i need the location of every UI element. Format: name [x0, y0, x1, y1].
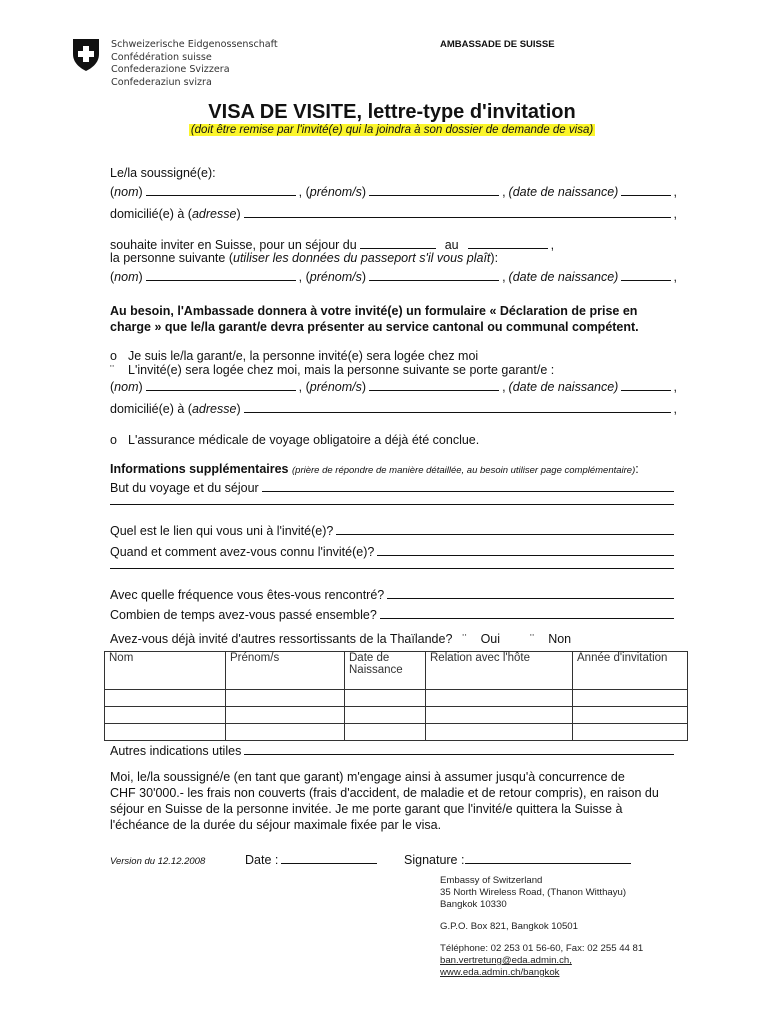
email-link[interactable]: ban.vertretung@eda.admin.ch,	[440, 955, 572, 966]
subtitle: (doit être remise par l'invité(e) qui la joindra à son dossier de demande de visa)	[190, 124, 594, 136]
federation-it: Confederazione Svizzera	[111, 64, 230, 75]
prenom-field[interactable]	[369, 279, 499, 281]
answer-field[interactable]	[110, 567, 674, 569]
date-field[interactable]	[281, 862, 377, 864]
undersigned-label: Le/la soussigné(e):	[110, 166, 216, 180]
answer-field[interactable]	[387, 597, 674, 599]
pledge-paragraph: Moi, le/la soussigné/e (en tant que garant) m'engage ainsi à assumer jusqu'à concurrence de CHF 30'000.- les frais non couverts (frais d'accident, de maladie et de retour compris), en raison du séjour en Suisse de la personne invitée. Je me porte garant que l'invité/e quittera la Suisse à l'échéance de la durée du séjour maximale fixée par le visa.	[110, 770, 659, 832]
answer-field[interactable]	[336, 533, 674, 535]
question-row: But du voyage et du séjour	[110, 481, 677, 495]
guarantor-row: ( nom ) , ( prénom/s ) , (date de naissance) ,	[110, 380, 677, 394]
yes-checkbox[interactable]: ¨	[462, 632, 467, 646]
stay-to-field[interactable]	[468, 247, 548, 249]
address-row-2: domicilié(e) à ( adresse ) ,	[110, 402, 677, 416]
question-row: Quand et comment avez-vous connu l'invité(e)?	[110, 545, 677, 559]
no-checkbox[interactable]: ¨	[530, 632, 535, 646]
table-row	[105, 724, 688, 741]
nom-field[interactable]	[146, 194, 296, 196]
question-row: Quel est le lien qui vous uni à l'invité(e)?	[110, 524, 677, 538]
answer-field[interactable]	[262, 490, 674, 492]
nom-field[interactable]	[146, 279, 296, 281]
version-label: Version du 12.12.2008	[110, 856, 206, 867]
person-row-2: ( nom ) , ( prénom/s ) , (date de naissance) ,	[110, 270, 677, 284]
dob-field[interactable]	[621, 279, 670, 281]
dob-field[interactable]	[621, 389, 670, 391]
guarantor-options	[110, 349, 554, 377]
thailand-question: Avez-vous déjà invité d'autres ressortissants de la Thaïlande? ¨ Oui ¨ Non	[110, 632, 572, 646]
federation-de: Schweizerische Eidgenossenschaft	[111, 39, 278, 50]
person-row-1: ( nom ) , ( prénom/s ) , (date de naissance) ,	[110, 185, 677, 199]
stay-row: souhaite inviter en Suisse, pour un séjour du au ,	[110, 238, 555, 252]
federation-fr: Confédération suisse	[111, 51, 212, 63]
federation-rm: Confederaziun svizra	[111, 76, 212, 88]
previous-invitations-table: Nom Prénom/s Date de Naissance Relation avec l'hôte Année d'invitation	[104, 651, 688, 741]
embassy-label: AMBASSADE DE SUISSE	[440, 39, 555, 50]
signature-row: Signature :	[404, 853, 634, 867]
federation-names	[111, 39, 278, 89]
other-info-field[interactable]	[244, 753, 674, 755]
prenom-field[interactable]	[369, 389, 499, 391]
info-heading: Informations supplémentaires (prière de répondre de manière détaillée, au besoin utiliser page complémentaire):	[110, 462, 639, 476]
insurance-option[interactable]: o L'assurance médicale de voyage obligatoire a déjà été conclue.	[110, 433, 480, 447]
answer-field[interactable]	[380, 617, 674, 619]
prenom-field[interactable]	[369, 194, 499, 196]
signature-field[interactable]	[465, 862, 631, 864]
address-row-1: domicilié(e) à ( adresse ) ,	[110, 207, 677, 221]
table-row	[105, 690, 688, 707]
table-row	[105, 707, 688, 724]
option-other-guarantor[interactable]: ¨ L'invité(e) sera logée chez moi, mais la personne suivante se porte garant/e :	[110, 363, 555, 377]
notice: Au besoin, l'Ambassade donnera à votre invité(e) un formulaire « Déclaration de prise en charge » que le/la garant/e devra présenter au service cantonal ou communal compétent.	[110, 304, 639, 334]
swiss-coat-of-arms-icon	[72, 38, 100, 72]
option-self-guarantor[interactable]: o Je suis le/la garant/e, la personne invité(e) sera logée chez moi	[110, 349, 479, 363]
other-info-row: Autres indications utiles	[110, 744, 677, 758]
person-hint: la personne suivante (utiliser les données du passeport s'il vous plaît):	[110, 251, 499, 265]
page-title: VISA DE VISITE, lettre-type d'invitation	[208, 101, 576, 123]
address-field[interactable]	[244, 411, 671, 413]
question-row: Avec quelle fréquence vous êtes-vous rencontré?	[110, 588, 677, 602]
website-link[interactable]: www.eda.admin.ch/bangkok	[440, 967, 560, 978]
stay-from-field[interactable]	[360, 247, 436, 249]
question-row: Combien de temps avez-vous passé ensemble?	[110, 608, 677, 622]
dob-field[interactable]	[621, 194, 670, 196]
embassy-address: Embassy of Switzerland 35 North Wireless Road, (Thanon Witthayu) Bangkok 10330 G.P.O. Box 821, Bangkok 10501 Téléphone: 02 253 01 56-60, Fax: 02 255 44 81 ban.vertretung@eda.admin.ch, www.eda.admin.ch/bangkok	[440, 875, 644, 978]
answer-field[interactable]	[110, 503, 674, 505]
nom-field[interactable]	[146, 389, 296, 391]
date-row: Date :	[245, 853, 380, 867]
address-field[interactable]	[244, 216, 671, 218]
answer-field[interactable]	[377, 554, 674, 556]
